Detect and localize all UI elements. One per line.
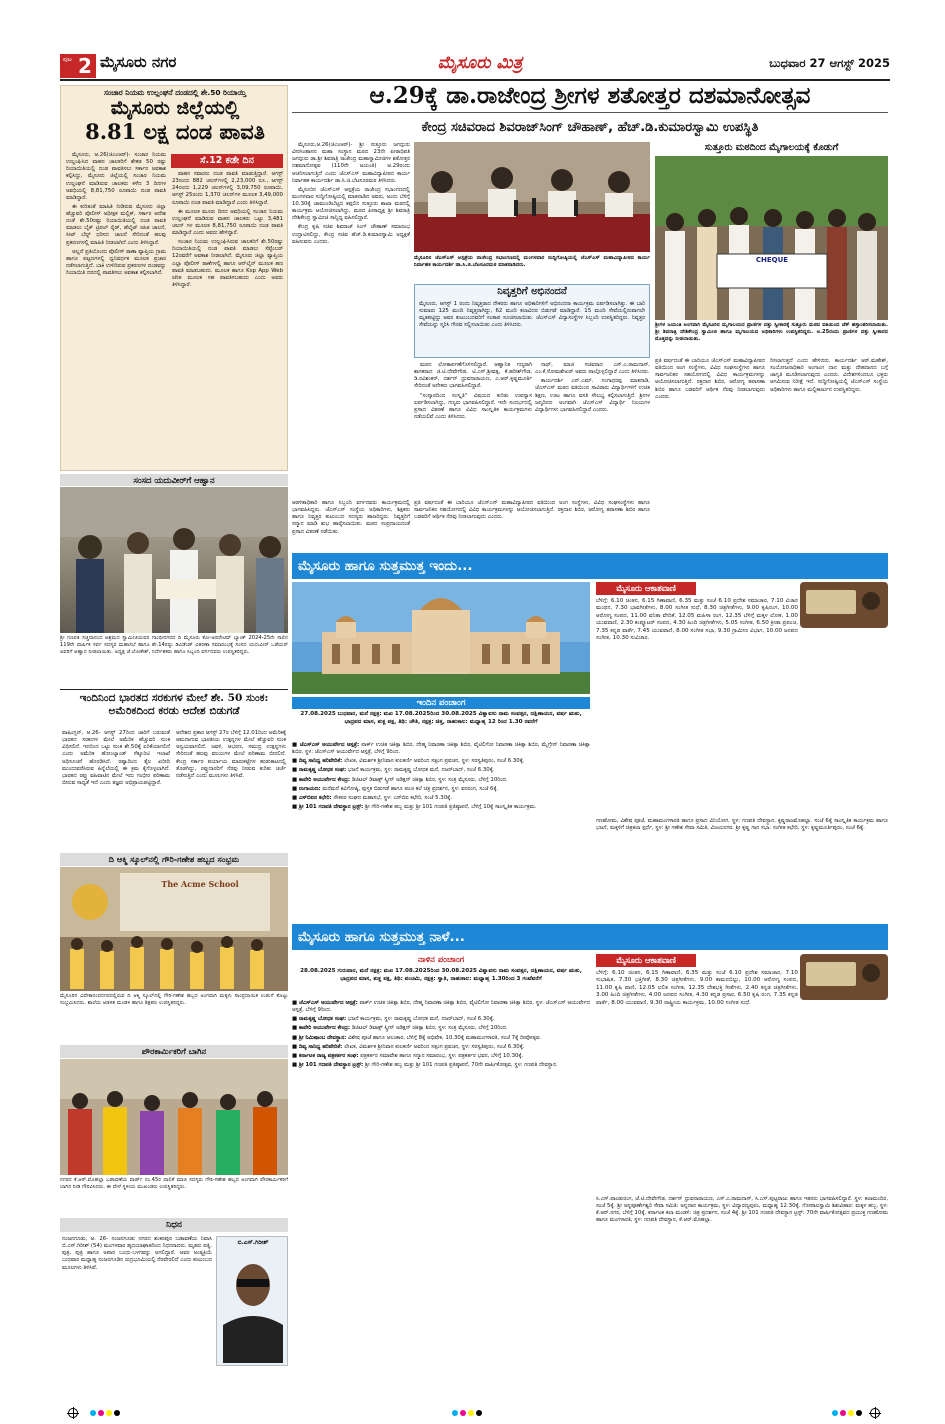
tomorrow-event-2-label: ರಾಮಕೃಷ್ಣ ಬೋಧಕ ಸಂಘ: (298, 1016, 347, 1023)
fine-story-kicker: ಸಂಚಾರ ನಿಯಮ ಉಲ್ಲಂಘನೆ ದಂಡದಲ್ಲಿ ಶೇ.50 ರಿಯಾಯ್ತಿ (103, 88, 247, 97)
tomorrow-event-3: ■ ಕಾವೇರಿ ಆಯುರ್ವೇದ ಕೇಂದ್ರ: ಡಿಜಿಟಲ್ ಡಿಟಾಕ್ಸ್ ಸ್ಕ್ರೀನ್ ಅಡಿಕ್ಷನ್ ಚಿಕಿತ್ಸಾ ಶಿಬಿರ, ಸ್ಥಳ: ಸಂತ್ರ ಮೈಸೂರು, ಬೆಳಿಗ್ಗೆ 10ರಿಂದ. (292, 1025, 508, 1032)
lead-photo-press-meet (414, 142, 650, 252)
workers-caption: ನಗರದ ಕೆ.ಆರ್.ಮೊಹಲ್ಲಾ ಬಡಾವಣೆಯ ವಾರ್ಡ್ ನಂ.45ರ ಪಾಲಿಕೆ ಮಾಜಿ ಸದಸ್ಯರು ಗೌರಿ-ಗಣೇಶ ಹಬ್ಬದ ಅಂಗವಾಗಿ ಪೌರಕಾರ್ಮಿಕರಿಗೆ ಬಾಗಿನ ನೀಡಿ ಗೌರವಿಸಿದರು. ಈ ವೇಳೆ ಸ್ಥಳೀಯ ಮುಖಂಡರು ಉಪಸ್ಥಿತರಿದ್ದರು. (60, 1177, 288, 1190)
fine-story-col-2 (172, 171, 283, 467)
tomorrow-event-4-label: ಶ್ರೀ ನಿಮಿಷಾಂಬ ದೇವಸ್ಥಾನ: (298, 1034, 347, 1041)
today-event-4-label: ಕಾವೇರಿ ಆಯುರ್ವೇದ ಕೇಂದ್ರ: (298, 776, 350, 783)
obituary-portrait (223, 1251, 283, 1363)
today-events (292, 742, 590, 920)
lead-para-1: ಮೈಸೂರು,ಆ.26(ಜಿಎಂಆರ್)- ಶ್ರೀ ಸುತ್ತೂರು ಜಗದ್ಗುರು ವೀರಸಿಂಹಾಸನ ಮಹಾ ಸಂಸ್ಥಾನ ಮಠದ 23ನೇ ಪೀಠಾಧಿಪತಿ ಜಗದ್ಗುರು ಡಾ.ಶ್ರೀ ಶಿವರಾತ್ರಿ ರಾಜೇಂದ್ರ ಮಹಾಸ್ವಾಮೀಜಿಗಳ ಶತೋತ್ತರ ದಶಮಾನೋತ್ಸವ (110ನೇ ಜಯಂತಿ) ಆ.29ರಂದು ಆಚರಿಸಲಾಗುತ್ತಿದೆ ಎಂದು ಜೆಎಸ್‌ಎಸ್ ಮಹಾವಿದ್ಯಾಪೀಠದ ಕಾರ್ಯ ನಿರ್ವಾಹಕ ಕಾರ್ಯದರ್ಶಿ ಡಾ.ಸಿ.ಜಿ.ಬೆಟಸೂರಮಠ ತಿಳಿಸಿದರು. (292, 142, 410, 184)
tomorrow-event-4-text: ವಿಶೇಷ ಪೂಜೆ ಹಾಗೂ ಅಲಂಕಾರ, ಬೆಳಿಗ್ಗೆ 8ಕ್ಕೆ ಅಭಿಷೇಕ, 10.30ಕ್ಕೆ ಮಹಾಮಂಗಳಾರತಿ, ಸಂಜೆ 7ಕ್ಕೆ ದೀಪೋತ್ಸವ. (347, 1034, 542, 1041)
today-event-3-text: ಭಜನೆ ಕಾರ್ಯಕ್ರಮ, ಸ್ಥಳ: ರಾಮಕೃಷ್ಣ ಬೋಧಕ ಮನೆ, ನಜರ್‌ಬಾದ್, ಸಂಜೆ 6.30ಕ್ಕೆ. (347, 767, 495, 774)
suttur-caption: ಶ್ರೀಗಳ ಜಯಂತಿ ಅಂಗವಾಗಿ ಮೈಸೂರಿನ ಮೃಗಾಲಯದ ಪ್ರಾಣಿಗಳ ದತ್ತು ಸ್ವೀಕಾರಕ್ಕೆ ಸುತ್ತೂರು ಮಠದ ವತಿಯಿಂದ ಚೆಕ್ ಹಸ್ತಾಂತರಿಸಲಾಯಿತು. ಶ್ರೀ ಶಿವರಾತ್ರಿ ದೇಶಿಕೇಂದ್ರ ಸ್ವಾಮೀಜಿ ಹಾಗೂ ಮೃಗಾಲಯದ ಅಧಿಕಾರಿಗಳು ಉಪಸ್ಥಿತರಿದ್ದರು. ಆ.25ರಂದು ಪ್ರಾಣಿಗಳ ದತ್ತು ಸ್ವೀಕಾರದ ಮೊತ್ತವನ್ನು ನೀಡಲಾಯಿತು. (655, 322, 888, 342)
today-event-5-label: ರಂಗಾಯಣ: (298, 785, 321, 792)
school-title: ದಿ ಆಕ್ಮಿ ಸ್ಕೂಲ್‌ನಲ್ಲಿ ಗೌರಿ-ಗಣೇಶ ಹಬ್ಬದ ಸಂಭ್ರಮ (60, 853, 288, 866)
lead-photo (414, 142, 650, 252)
today-panchanga-text: 27.08.2025 ಬುಧವಾರ, ಮನೆ ನಕ್ಷತ್ರ: ಮಖ 17.08.2025ರಿಂದ 30.08.2025 ವಿಶ್ವಾವಸು ನಾಮ ಸಂವತ್ಸರ, ದಕ್ಷಿಣಾಯನ, ವರ್ಷ ಋತು, ಭಾದ್ರಪದ ಮಾಸ, ಶುಕ್ಲ ಪಕ್ಷ, ತಿಥಿ: ಚೌತಿ, ನಕ್ಷತ್ರ: ಚಿತ್ತ, ರಾಹುಕಾಲ: ಮಧ್ಯಾಹ್ನ 12 ರಿಂದ 1.30 ರವರೆಗೆ (300, 711, 582, 725)
fine-story-headline-1: ಮೈಸೂರು ಜಿಲ್ಲೆಯಲ್ಲಿ (110, 97, 240, 119)
today-event-7-label: ಶ್ರೀ 101 ಗಣಪತಿ ದೇವಸ್ಥಾನ ಟ್ರಸ್ಟ್: (298, 803, 364, 810)
registration-mark-right (870, 1408, 880, 1418)
tomorrow-event-5-text: ಲೇಖಕ, ವಿಮರ್ಶಕ ಶ್ರೀನಿವಾಸ ಕುಲಕರ್ಣಿ ಅವರಿಂದ ಸತ್ಸಂಗ ಪ್ರವಚನ, ಸ್ಥಳ: ಸರಸ್ವತಿಪುರಂ, ಸಂಜೆ 6.30ಕ್ಕೆ. (344, 1043, 525, 1050)
today-radio-icon (800, 582, 888, 628)
tomorrow-event-2-text: ಭಜನೆ ಕಾರ್ಯಕ್ರಮ, ಸ್ಥಳ: ರಾಮಕೃಷ್ಣ ಬೋಧಕ ಮನೆ, ನಜರ್‌ಬಾದ್, ಸಂಜೆ 6.30ಕ್ಕೆ. (347, 1016, 495, 1023)
page-word: ಪುಟ (63, 56, 72, 63)
tomorrow-event-5: ■ ದಿವ್ಯ ಸಾನಿಧ್ಯ ಹರಿವೇದಿಕೆ: ಲೇಖಕ, ವಿಮರ್ಶಕ ಶ್ರೀನಿವಾಸ ಕುಲಕರ್ಣಿ ಅವರಿಂದ ಸತ್ಸಂಗ ಪ್ರವಚನ, ಸ್ಥಳ: ಸರಸ್ವತಿಪುರಂ, ಸಂಜೆ 6.30ಕ್ಕೆ. (292, 1043, 525, 1050)
lead-para-5: "ಸಂಸ್ಕಾರದಿಂದ ಸಂಸ್ಕೃತಿ" ವಿಷಯದ ಕುರಿತು ಉಪನ್ಯಾಸ ಏರ್ಪಡಿಸಲಾಗಿದ್ದು, ಗಣ್ಯರು ಭಾಗವಹಿಸಲಿದ್ದಾರೆ. ಇದೇ ಸಂದರ್ಭದಲ್ಲಿ ಪ್ರಸಾದ ವಿತರಣೆ ಹಾಗೂ ವಿವಿಧ ಸಾಂಸ್ಕೃತಿಕ ಕಾರ್ಯಕ್ರಮಗಳು ನಡೆಯಲಿವೆ ಎಂದು ತಿಳಿಸಿದರು. (414, 392, 532, 420)
tomorrow-event-3-text: ಡಿಜಿಟಲ್ ಡಿಟಾಕ್ಸ್ ಸ್ಕ್ರೀನ್ ಅಡಿಕ್ಷನ್ ಚಿಕಿತ್ಸಾ ಶಿಬಿರ, ಸ್ಥಳ: ಸಂತ್ರ ಮೈಸೂರು, ಬೆಳಿಗ್ಗೆ 10ರಿಂದ. (351, 1025, 508, 1032)
tomorrow-event-6: ■ ಕರ್ನಾಟಕ ರಾಜ್ಯ ಪತ್ರಕರ್ತರ ಸಂಘ: ಪತ್ರಕರ್ತರ ಸಮಾವೇಶ ಹಾಗೂ ಸನ್ಮಾನ ಸಮಾರಂಭ, ಸ್ಥಳ: ಪತ್ರಕರ್ತರ ಭವನ, ಬೆಳಿಗ್ಗೆ 10.30ಕ್ಕೆ. (292, 1052, 524, 1059)
today-radio-title: ಮೈಸೂರು ಆಕಾಶವಾಣಿ (596, 582, 696, 595)
obituary-photo-label: ಬಿ.ಎಸ್.ಗಿರೀಶ್ (237, 1239, 269, 1246)
section-name: ಮೈಸೂರು ನಗರ (100, 53, 177, 71)
tomorrow-event-4: ■ ಶ್ರೀ ನಿಮಿಷಾಂಬ ದೇವಸ್ಥಾನ: ವಿಶೇಷ ಪೂಜೆ ಹಾಗೂ ಅಲಂಕಾರ, ಬೆಳಿಗ್ಗೆ 8ಕ್ಕೆ ಅಭಿಷೇಕ, 10.30ಕ್ಕೆ ಮಹಾಮಂಗಳಾರತಿ, ಸಂಜೆ 7ಕ್ಕೆ ದೀಪೋತ್ಸವ. (292, 1034, 542, 1041)
today-event-4: ■ ಕಾವೇರಿ ಆಯುರ್ವೇದ ಕೇಂದ್ರ: ಡಿಜಿಟಲ್ ಡಿಟಾಕ್ಸ್ ಸ್ಕ್ರೀನ್ ಅಡಿಕ್ಷನ್ ಚಿಕಿತ್ಸಾ ಶಿಬಿರ, ಸ್ಥಳ: ಸಂತ್ರ ಮೈಸೂರು, ಬೆಳಿಗ್ಗೆ 10ರಿಂದ. (292, 776, 508, 783)
suttur-cheque-label: CHEQUE (755, 256, 789, 264)
today-event-1: ■ ಜೆಎಸ್‌ಎಸ್ ಆಯುರ್ವೇದ ಆಸ್ಪತ್ರೆ: ಪಾರ್ಕ್ ಉಚಿತ ಚಿಕಿತ್ಸಾ ಶಿಬಿರ, ದೇಹ್ಮ ನಿವಾರಣಾ ಚಿಕಿತ್ಸಾ ಶಿಬಿರ, ವೈಟಿಲಿಗೋ ನಿವಾರಣಾ ಚಿಕಿತ್ಸಾ ಶಿಬಿರ, ಮೈಗ್ರೇನ್ ನಿವಾರಣಾ ಚಿಕಿತ್ಸಾ ಶಿಬಿರ, ಸ್ಥಳ: ಜೆಎಸ್‌ಎಸ್ ಆಯುರ್ವೇದ ಆಸ್ಪತ್ರೆ, ಬೆಳಿಗ್ಗೆ 9ರಿಂದ. (292, 742, 590, 756)
suttur-photo (655, 156, 888, 320)
today-event-3-label: ರಾಮಕೃಷ್ಣ ಬೋಧಕ ಸಂಘ: (298, 767, 347, 774)
today-event-7-text: ಶ್ರೀ ಗೌರಿ-ಗಣೇಶ ಹಬ್ಬ ಮತ್ತು ಶ್ರೀ 101 ಗಣಪತಿ ಪ್ರತಿಷ್ಠಾಪನೆ, ಬೆಳಿಗ್ಗೆ 10ಕ್ಕೆ ಸಾಂಸ್ಕೃತಿಕ ಕಾರ್ಯಕ್ರಮ. (365, 803, 537, 810)
today-event-7: ■ ಶ್ರೀ 101 ಗಣಪತಿ ದೇವಸ್ಥಾನ ಟ್ರಸ್ಟ್: ಶ್ರೀ ಗೌರಿ-ಗಣೇಶ ಹಬ್ಬ ಮತ್ತು ಶ್ರೀ 101 ಗಣಪತಿ ಪ್ರತಿಷ್ಠಾಪನೆ, ಬೆಳಿಗ್ಗೆ 10ಕ್ಕೆ ಸಾಂಸ್ಕೃತಿಕ ಕಾರ್ಯಕ್ರಮ. (292, 803, 537, 810)
today-panchanga-title: ಇಂದಿನ ಪಂಚಾಂಗ (292, 697, 590, 709)
palace-illustration (292, 582, 590, 694)
fine-sidebar-title: ಸೆ.12 ಕಡೇ ದಿನ (171, 154, 283, 168)
tomorrow-event-3-label: ಕಾವೇರಿ ಆಯುರ್ವೇದ ಕೇಂದ್ರ: (298, 1025, 350, 1032)
masthead-rule (60, 79, 890, 81)
tomorrow-radio-icon (800, 954, 888, 1000)
suttur-photo-scene (655, 156, 888, 320)
fine-para-2: ಈ ಕುರಿತಂತೆ ಮಾಹಿತಿ ನೀಡಿರುವ ಮೈಸೂರು ಜಿಲ್ಲಾ ಹೆಚ್ಚುವರಿ ಪೊಲೀಸ್ ಅಧೀಕ್ಷಕ ಮಲ್ಲಿಕ್, ಸರ್ಕಾರ ಆದೇಶ ದಂತೆ ಶೇ.50ರಷ್ಟು ರಿಯಾಯಿತಿಯಲ್ಲಿ ದಂಡ ಪಾವತಿ ಮಾಡಲು ಬೈಕ್ ಟ್ರಿಪಲ್ ರೈಡ್, ಹೆಲ್ಮೆಟ್ ರಹಿತ ಚಾಲನೆ, ಸೀಟ್ ಬೆಲ್ಟ್ ಧರಿಸದ ಚಾಲನೆ ಸೇರಿದಂತೆ ಹಲವು ಪ್ರಕರಣಗಳಲ್ಲಿ ಮಾಹಿತಿ ನೀಡಲಾಗಿದೆ ಎಂದು ತಿಳಿಸಿದ್ದಾರೆ. (66, 203, 166, 246)
retire-title: ನಿವೃತ್ತರಿಗೆ ಅಭಿನಂದನೆ (497, 286, 567, 297)
retire-box (414, 284, 650, 358)
color-dots-left (90, 1410, 122, 1419)
lead-para-4: ಮಠದ ಲೋಕಾರ್ಪಣೆಗೊಳಿಸಲಿದ್ದಾರೆ. ಆಹ್ವಾನಿತ ಗಣ್ಯರಾಗಿ ಶಾಸಕರಾದ ಜಿ.ಟಿ.ದೇವೇಗೌಡ, ಟಿ.ಎಸ್.ಶ್ರೀವತ್ಸ, ಕೆ.ಹರೀಶ್‌ಗೌಡ, ಡಿ.ರವಿಶಂಕರ್, ದರ್ಶನ್ ಧ್ರುವನಾರಾಯಣ, ಎ.ಆರ್.ಕೃಷ್ಣಮೂರ್ತಿ ಸೇರಿದಂತೆ ಅನೇಕರು ಭಾಗವಹಿಸಲಿದ್ದಾರೆ. (414, 362, 532, 390)
tomorrow-event-6-label: ಕರ್ನಾಟಕ ರಾಜ್ಯ ಪತ್ರಕರ್ತರ ಸಂಘ: (298, 1052, 359, 1059)
workers-photo-scene (60, 1059, 288, 1175)
tomorrow-event-2: ■ ರಾಮಕೃಷ್ಣ ಬೋಧಕ ಸಂಘ: ಭಜನೆ ಕಾರ್ಯಕ್ರಮ, ಸ್ಥಳ: ರಾಮಕೃಷ್ಣ ಬೋಧಕ ಮನೆ, ನಜರ್‌ಬಾದ್, ಸಂಜೆ 6.30ಕ್ಕೆ. (292, 1016, 495, 1023)
tomorrow-event-7-label: ಶ್ರೀ 101 ಗಣಪತಿ ದೇವಸ್ಥಾನ ಟ್ರಸ್ಟ್: (298, 1061, 364, 1068)
tomorrow-cont-text: ಸಿ.ಎಸ್.ಪಾಂಡುರಂಗ, ಜೆ.ಟಿ.ದೇವೇಗೌಡ, ದರ್ಶನ್ ಧ್ರುವನಾರಾಯಣ, ಎಸ್.ಎ.ರಾಮದಾಸ್, ಸಿ.ಎಸ್.ಪುಟ್ಟರಾಜು ಹಾಗೂ ಇತರರು ಭಾಗವಹಿಸಲಿದ್ದಾರೆ. ಸ್ಥಳ: ಕಲಾಮಂದಿರ, ಸಂಜೆ 5ಕ್ಕೆ. ಶ್ರೀ ಅನ್ನಪೂರ್ಣೇಶ್ವರಿ ಸೇವಾ ಸಮಿತಿ: ಅನ್ನದಾನ ಕಾರ್ಯಕ್ರಮ, ಸ್ಥಳ: ವಿದ್ಯಾರಣ್ಯಪುರಂ, ಮಧ್ಯಾಹ್ನ 12.30ಕ್ಕೆ. ಗೋಪಾಲಸ್ವಾಮಿ ಶಿಶುವಿಹಾರ: ಮಕ್ಕಳ ಹಬ್ಬ, ಸ್ಥಳ: ಕೆ.ಆರ್.ನಗರ, ಬೆಳಿಗ್ಗೆ 10ಕ್ಕೆ. ಕರ್ನಾಟಕ ಕಲಾ ಮಂಡಳಿ: ಚಿತ್ರ ಪ್ರದರ್ಶನ, ಸಂಜೆ 4ಕ್ಕೆ. ಶ್ರೀ 101 ಗಣಪತಿ ದೇವಸ್ಥಾನ ಟ್ರಸ್ಟ್: 70ನೇ ವಾರ್ಷಿಕೋತ್ಸವದ ಪ್ರಯುಕ್ತ ಗಣಹೋಮ ಹಾಗೂ ಮಂಗಳಾರತಿ, ಸ್ಥಳ: ಗಣಪತಿ ದೇವಸ್ಥಾನ, ಕೆ.ಆರ್.ಮೊಹಲ್ಲಾ. (596, 1196, 888, 1224)
today-event-2-label: ದಿವ್ಯ ಸಾನಿಧ್ಯ ಹರಿವೇದಿಕೆ: (298, 758, 343, 765)
tariff-rule (60, 689, 288, 690)
today-band: ಮೈಸೂರು ಹಾಗೂ ಸುತ್ತಮುತ್ತ ಇಂದು... (292, 553, 888, 579)
lead-photo-caption: ಮೈಸೂರಿನ ಜೆಎಸ್‌ಎಸ್ ಆಸ್ಪತ್ರೆಯ ರಾಜೇಂದ್ರ ಸಭಾಂಗಣದಲ್ಲಿ ಮಂಗಳವಾರ ಸುದ್ದಿಗೋಷ್ಠಿಯಲ್ಲಿ ಜೆಎಸ್‌ಎಸ್ ಮಹಾವಿದ್ಯಾಪೀಠದ ಕಾರ್ಯ ನಿರ್ವಾಹಕ ಕಾರ್ಯದರ್ಶಿ ಡಾ.ಸಿ.ಜಿ.ಬೆಟಸೂರಮಠ ಮಾತನಾಡಿದರು. (414, 255, 650, 268)
today-event-4-text: ಡಿಜಿಟಲ್ ಡಿಟಾಕ್ಸ್ ಸ್ಕ್ರೀನ್ ಅಡಿಕ್ಷನ್ ಚಿಕಿತ್ಸಾ ಶಿಬಿರ, ಸ್ಥಳ: ಸಂತ್ರ ಮೈಸೂರು, ಬೆಳಿಗ್ಗೆ 10ರಿಂದ. (351, 776, 508, 783)
tomorrow-event-7: ■ ಶ್ರೀ 101 ಗಣಪತಿ ದೇವಸ್ಥಾನ ಟ್ರಸ್ಟ್: ಶ್ರೀ ಗೌರಿ-ಗಣೇಶ ಹಬ್ಬ ಮತ್ತು ಶ್ರೀ 101 ಗಣಪತಿ ಪ್ರತಿಷ್ಠಾಪನೆ, 70ನೇ ವಾರ್ಷಿಕೋತ್ಸವ, ಸ್ಥಳ: ಗಣಪತಿ ದೇವಸ್ಥಾನ. (292, 1061, 558, 1068)
obituary-title: ನಿಧನ (60, 1218, 288, 1232)
school-photo (60, 867, 288, 991)
today-event-2: ■ ದಿವ್ಯ ಸಾನಿಧ್ಯ ಹರಿವೇದಿಕೆ: ಲೇಖಕ, ವಿಮರ್ಶಕ ಶ್ರೀನಿವಾಸ ಕುಲಕರ್ಣಿ ಅವರಿಂದ ಸತ್ಸಂಗ ಪ್ರವಚನ, ಸ್ಥಳ: ಸರಸ್ವತಿಪುರಂ, ಸಂಜೆ 6.30ಕ್ಕೆ. (292, 758, 525, 765)
retire-text: ಮೈಸೂರು, ಆಗಸ್ಟ್ 1 ರಂದು ನಿವೃತ್ತರಾದ ನೌಕರರು ಹಾಗೂ ಅಧಿಕಾರಿಗಳಿಗೆ ಅಭಿನಂದನಾ ಕಾರ್ಯಕ್ರಮ ಏರ್ಪಡಿಸಲಾಗಿತ್ತು. ಈ ಬಾರಿ ಸುಮಾರು 125 ಮಂದಿ ನಿವೃತ್ತರಾಗಿದ್ದು, 62 ಮಂದಿ ಕಲಾವಿದರ ಬಿಡುಗಡೆ ಮಾಡಿದ್ದಾರೆ. 15 ಮಂದಿ ಸೇವೆಯಲ್ಲಿರುವಾಗಲೇ ಮೃತಪಟ್ಟಿದ್ದು ಅವರ ಕುಟುಂಬದವರಿಗೆ ಸಂತಾಪ ಸೂಚಿಸಲಾಯಿತು. ಜೆಎಸ್‌ಎಸ್ ವಿದ್ಯಾಸಂಸ್ಥೆಗಳ ಸಿಬ್ಬಂದಿ ಉಪಸ್ಥಿತರಿದ್ದರು. ನಿವೃತ್ತರ ಸೇವೆಯನ್ನು ಸ್ಮರಿಸಿ ಗೌರವ ಸಲ್ಲಿಸಲಾಯಿತು ಎಂದು ತಿಳಿಸಿದರು. (419, 301, 645, 329)
obituary-text: ನಂಜನಗೂಡು, ಆ. 26- ನಂಜನಗೂಡು ನಗರದ ಶಂಕರಪುರ ಬಡಾವಣೆಯ ನಿವಾಸಿ ಬಿ.ಎಸ್.ಗಿರೀಶ್ (54) ಮಂಗಳವಾರ ಹೃದಯಾಘಾತದಿಂದ ನಿಧನರಾದರು. ಮೃತರು ಪತ್ನಿ, ಪುತ್ರ, ಪುತ್ರಿ ಹಾಗೂ ಅಪಾರ ಬಂಧು-ಬಳಗವನ್ನು ಅಗಲಿದ್ದಾರೆ. ಅವರ ಅಂತ್ಯಕ್ರಿಯೆ ಬುಧವಾರ ಮಧ್ಯಾಹ್ನ ನಂಜನಗೂಡಿನ ರುದ್ರಭೂಮಿಯಲ್ಲಿ ನೆರವೇರಲಿದೆ ಎಂದು ಕುಟುಂಬದ ಮೂಲಗಳು ತಿಳಿಸಿವೆ. (62, 1236, 212, 1271)
mp-award-title: ಸಂಸದ ಯದುವೀರ್‌ಗೆ ಆಹ್ವಾನ (60, 474, 288, 486)
tariff-col-2: ಆದೇಶದ ಪ್ರಕಾರ ಆಗಸ್ಟ್ 27ರ ಬೆಳಿಗ್ಗೆ 12.01ರಿಂದ ಅಮೆರಿಕಕ್ಕೆ ಆಮದಾಗುವ ಭಾರತೀಯ ಉತ್ಪನ್ನಗಳ ಮೇಲೆ ಹೆಚ್ಚುವರಿ ಸುಂಕ ಅನ್ವಯವಾಗಲಿದೆ. ಜವಳಿ, ಆಭರಣ, ಸಮುದ್ರ ಉತ್ಪನ್ನಗಳು ಸೇರಿದಂತೆ ಹಲವು ವಲಯಗಳ ಮೇಲೆ ಪರಿಣಾಮ ಬೀರಲಿದೆ. ಕೇಂದ್ರ ಸರ್ಕಾರ ಪರ್ಯಾಯ ಮಾರುಕಟ್ಟೆಗಳ ಹುಡುಕಾಟದಲ್ಲಿ ತೊಡಗಿದ್ದು, ರಫ್ತುದಾರರಿಗೆ ನೆರವು ನೀಡುವ ಕುರಿತು ಚರ್ಚೆ ನಡೆಸುತ್ತಿದೆ ಎಂದು ಮೂಲಗಳು ತಿಳಿಸಿವೆ. (176, 730, 286, 779)
school-caption: ಮೈಸೂರಿನ ವಿವೇಕಾನಂದನಗರದಲ್ಲಿರುವ ದಿ ಆಕ್ಮಿ ಸ್ಕೂಲ್‌ನಲ್ಲಿ ಗೌರಿ-ಗಣೇಶ ಹಬ್ಬದ ಅಂಗವಾಗಿ ಮಕ್ಕಳು ಸಾಂಪ್ರದಾಯಿಕ ಉಡುಗೆ ತೊಟ್ಟು ಸಂಭ್ರಮಿಸಿದರು. ಶಾಲೆಯ ಆಡಳಿತ ಮಂಡಳಿ ಹಾಗೂ ಶಿಕ್ಷಕರು ಉಪಸ್ಥಿತರಿದ್ದರು. (60, 993, 288, 1006)
lead-para-6: ನಾಥ್, ಮಾಜಿ ಸಚಿವರಾದ ಎಸ್.ಎ.ರಾಮದಾಸ್, ಎಂ.ಕೆ.ಸೋಮಶೇಖರ್ ಅವರು ಪಾಲ್ಗೊಳ್ಳಲಿದ್ದಾರೆ ಎಂದು ತಿಳಿಸಿದರು. (535, 362, 650, 376)
today-event-2-text: ಲೇಖಕ, ವಿಮರ್ಶಕ ಶ್ರೀನಿವಾಸ ಕುಲಕರ್ಣಿ ಅವರಿಂದ ಸತ್ಸಂಗ ಪ್ರವಚನ, ಸ್ಥಳ: ಸರಸ್ವತಿಪುರಂ, ಸಂಜೆ 6.30ಕ್ಕೆ. (344, 758, 525, 765)
school-sign: The Acme School (161, 879, 239, 889)
retire-cont-3: ರಿಸಲಾಗುತ್ತದೆ ಎಂದು ಹೇಳಿದರು. ಕಾರ್ಯದರ್ಶಿ ಆರ್.ಮಹೇಶ್, ಸಂಯೋಜನಾಧಿಕಾರಿ ಅಂಗಾಂಗ ದಾನ ಮತ್ತು ದೇಹದಾನದ ಬಗ್ಗೆ ಜಾಗೃತಿ ಮೂಡಿಸಲಾಗುವುದು ಎಂದರು. ವಿದೇಶಗಳಿಂದಲೂ ಭಕ್ತರು ಆಗಮಿಸುವ ನಿರೀಕ್ಷೆ ಇದೆ. ಸುದ್ದಿಗೋಷ್ಠಿಯಲ್ಲಿ ಜೆಎಸ್‌ಎಸ್ ಸಂಸ್ಥೆಯ ಅಧಿಕಾರಿಗಳು ಹಾಗೂ ಮಲ್ಲಿಕಾರ್ಜುನ ಉಪಸ್ಥಿತರಿದ್ದರು. (770, 358, 888, 393)
palace-photo (292, 582, 590, 694)
today-event-1-label: ಜೆಎಸ್‌ಎಸ್ ಆಯುರ್ವೇದ ಆಸ್ಪತ್ರೆ: (299, 742, 360, 748)
fine-para-4: ವಾಹನ ಸವಾರರು ದಂಡ ಪಾವತಿ ಮಾಡುತ್ತಿದ್ದಾರೆ. ಆಗಸ್ಟ್ 23ರಂದು 882 ಚಲನ್‌ಗಳಲ್ಲಿ 2,23,000 ರೂ., ಆಗಸ್ಟ್ 24ರಂದು 1,229 ಚಲನ್‌ಗಳಲ್ಲಿ 3,09,750 ರೂಪಾಯಿ, ಆಗಸ್ಟ್ 25ರಂದು 1,370 ಚಲನ್‌ಗಳ ಮೂಲಕ 3,49,000 ರೂಪಾಯಿ ದಂಡ ಪಾವತಿ ಮಾಡಿದ್ದಾರೆ ಎಂದು ತಿಳಿಸಿದ್ದಾರೆ. (172, 171, 283, 206)
tomorrow-band: ಮೈಸೂರು ಹಾಗೂ ಸುತ್ತಮುತ್ತ ನಾಳೆ... (292, 924, 888, 950)
tomorrow-event-1-label: ಜೆಎಸ್‌ಎಸ್ ಆಯುರ್ವೇದ ಆಸ್ಪತ್ರೆ: (299, 1000, 358, 1006)
fine-story-box (60, 85, 288, 471)
workers-photo (60, 1059, 288, 1175)
fine-story-headline-2: 8.81 ಲಕ್ಷ ದಂಡ ಪಾವತಿ (85, 119, 265, 144)
today-event-6: ■ ಎಸ್‌ಬಿಐನ ಕಛೇರಿ: ನೌಕರರ ಸಂಘದ ಮಹಾಸಭೆ, ಸ್ಥಳ: ಎಸ್‌ಬಿಐ ಕಛೇರಿ, ಸಂಜೆ 5.30ಕ್ಕೆ. (292, 794, 453, 801)
paper-name: ಮೈಸೂರು ಮಿತ್ರ (437, 53, 523, 73)
today-event-6-text: ನೌಕರರ ಸಂಘದ ಮಹಾಸಭೆ, ಸ್ಥಳ: ಎಸ್‌ಬಿಐ ಕಛೇರಿ, ಸಂಜೆ 5.30ಕ್ಕೆ. (333, 794, 453, 801)
today-event-3: ■ ರಾಮಕೃಷ್ಣ ಬೋಧಕ ಸಂಘ: ಭಜನೆ ಕಾರ್ಯಕ್ರಮ, ಸ್ಥಳ: ರಾಮಕೃಷ್ಣ ಬೋಧಕ ಮನೆ, ನಜರ್‌ಬಾದ್, ಸಂಜೆ 6.30ಕ್ಕೆ. (292, 767, 495, 774)
fine-para-5: ಈ ಮೂಲಕ ಮೂರು ದಿನದ ಅವಧಿಯಲ್ಲಿ ಸಂಚಾರ ನಿಯಮ ಉಲ್ಲಂಘನೆ ಮಾಡಿರುವ ವಾಹನ ಚಾಲಕರು ಒಟ್ಟು 3,481 ಚಲನ್ ಗಳ ಮೂಲಕ 8,81,750 ರೂಪಾಯಿ ದಂಡ ಪಾವತಿ ಮಾಡಿದ್ದಾರೆ ಎಂದು ಅವರು ಹೇಳಿದ್ದಾರೆ. (172, 208, 283, 236)
retire-cont-3a: ಪ್ರತಿ ವರ್ಷದಂತೆ ಈ ಬಾರಿಯೂ ಜೆಎಸ್‌ಎಸ್ ಮಹಾವಿದ್ಯಾಪೀಠದ ವತಿಯಿಂದ ಅಂಗ ಸಂಸ್ಥೆಗಳು, ವಿವಿಧ ಸಂಘಸಂಸ್ಥೆಗಳು ಹಾಗೂ ಸಾರ್ವಜನಿಕರ ಸಹಯೋಗದಲ್ಲಿ ವಿವಿಧ ಕಾರ್ಯಕ್ರಮಗಳನ್ನು ಆಯೋಜಿಸಲಾಗುತ್ತಿದೆ. ರಕ್ತದಾನ ಶಿಬಿರ, ಆರೋಗ್ಯ ತಪಾಸಣಾ ಶಿಬಿರ ಹಾಗೂ ಬಡವರಿಗೆ ಆರ್ಥಿಕ ನೆರವು ನೀಡಲಾಗುವುದು ಎಂದರು. (655, 358, 765, 400)
issue-date: ಬುಧವಾರ 27 ಆಗಸ್ಟ್ 2025 (769, 56, 890, 70)
tomorrow-radio-title: ಮೈಸೂರು ಆಕಾಶವಾಣಿ (596, 954, 696, 967)
today-event-6-label: ಎಸ್‌ಬಿಐನ ಕಛೇರಿ: (298, 794, 332, 801)
tomorrow-panchanga-text: 28.08.2025 ಗುರುವಾರ, ಮನೆ ನಕ್ಷತ್ರ: ಮಖ 17.08.2025ರಿಂದ 30.08.2025 ವಿಶ್ವಾವಸು ನಾಮ ಸಂವತ್ಸರ, ದಕ್ಷಿಣಾಯನ, ವರ್ಷ ಋತು, ಭಾದ್ರಪದ ಮಾಸ, ಶುಕ್ಲ ಪಕ್ಷ, ತಿಥಿ: ಪಂಚಮಿ, ನಕ್ಷತ್ರ: ಸ್ವಾತಿ, ರಾಹುಕಾಲ: ಮಧ್ಯಾಹ್ನ 1.30ರಿಂದ 3 ಗಂಟೆವರೆಗೆ (300, 968, 582, 982)
lead-subhead: ಕೇಂದ್ರ ಸಚಿವರಾದ ಶಿವರಾಜ್‌ಸಿಂಗ್ ಚೌಹಾಣ್, ಹೆಚ್.ಡಿ.ಕುಮಾರಸ್ವಾಮಿ ಉಪಸ್ಥಿತಿ (421, 120, 759, 135)
today-event-5: ■ ರಂಗಾಯಣ: ಮನೆಮನೆ ಕವಿಗೋಷ್ಠಿ, ಪುಸ್ತಕ ಬಿಡುಗಡೆ ಹಾಗೂ ಪಂಚ ಕಲೆ ಚಿತ್ರ ಪ್ರದರ್ಶನ, ಸ್ಥಳ: ವನರಂಗ, ಸಂಜೆ 6ಕ್ಕೆ. (292, 785, 499, 792)
lead-col-3 (535, 362, 650, 496)
retire-cont-1: ಆಡಳಿತಾಧಿಕಾರಿ ಹಾಗೂ ಸಿಬ್ಬಂದಿ ವರ್ಗದವರು ಕಾರ್ಯಕ್ರಮದಲ್ಲಿ ಭಾಗವಹಿಸಿದ್ದರು. ಜೆಎಸ್‌ಎಸ್ ಸಂಸ್ಥೆಯ ಅಧಿಕಾರಿಗಳು, ಶಿಕ್ಷಕರು ಹಾಗೂ ನಿವೃತ್ತರ ಕುಟುಂಬದ ಸದಸ್ಯರು ಹಾಜರಿದ್ದರು. ನಿವೃತ್ತರಿಗೆ ಸನ್ಮಾನ ಮಾಡಿ ಶುಭ ಹಾರೈಸಲಾಯಿತು. ಮಠದ ಸಂಪ್ರದಾಯದಂತೆ ಪ್ರಸಾದ ವಿತರಣೆ ನಡೆಯಿತು. (292, 500, 410, 535)
page-number: 2 (78, 54, 92, 78)
tomorrow-radio-text: ಬೆಳಿಗ್ಗೆ: 6.10 ಚಿಂತನ, 6.15 ಗಿಣಾವಾಣಿ, 6.35 ಮತ್ತು ಸಂಜೆ 6.10 ಪ್ರದೇಶ ಸಮಾಚಾರ, 7.10 ಸುಭಾಷಿತ, 7.30 ಭಕ್ತಿಗೀತೆ, 8.30 ಚಿತ್ರಗೀತೆಗಳು, 9.00 ಕಾಮನಬಿಲ್ಲು, 10.00 ಆರೋಗ್ಯ ಸಂಪದ, 11.00 ಕೃಷಿ ವಾಣಿ, 12.05 ಲಲಿತ ಸಂಗೀತ, 12.35 ದೇಶಭಕ್ತಿ ಗೀತೆಗಳು, 2.40 ಕನ್ನಡ ಚಿತ್ರಗೀತೆಗಳು, 3.00 ಹಿಂದಿ ಚಿತ್ರಗೀತೆಗಳು, 4.00 ಜನಪದ ಸಂಗೀತ, 4.30 ಕನ್ನಡ ಪ್ರಸಾರ, 6.50 ಕೃಷಿ ರಂಗ, 7.35 ಕನ್ನಡ ವಾರ್ತೆ, 8.00 ಯುವವಾಣಿ, 9.30 ರಾಷ್ಟ್ರೀಯ ಕಾರ್ಯಕ್ರಮ, 10.00 ಸಂಗೀತ ಸುಧೆ. (596, 970, 798, 1006)
suttur-title: ಸುತ್ತೂರು ಮಠದಿಂದ ಮೈಗಾಲಯಕ್ಕೆ ಕೊಡುಗೆ (704, 142, 839, 153)
tariff-col-1: ವಾಷಿಂಗ್ಟನ್, ಆ.26- ಆಗಸ್ಟ್ 27ರಿಂದ ಜಾರಿಗೆ ಬರುವಂತೆ ಭಾರತದ ಸರಕುಗಳ ಮೇಲೆ ಅಮೆರಿಕ ಹೆಚ್ಚುವರಿ ಸುಂಕ ವಿಧಿಸಲಿದೆ. ಇದರಿಂದ ಒಟ್ಟು ಸುಂಕ ಶೇ.50ಕ್ಕೆ ಏರಿಕೆಯಾಗಲಿದೆ ಎಂದು ಅಮೆರಿಕ ಹೋಂಲ್ಯಾಂಡ್ ಸೆಕ್ಯೂರಿಟಿ ಇಲಾಖೆ ಅಧಿಸೂಚನೆ ಹೊರಡಿಸಿದೆ. ರಷ್ಯಾದಿಂದ ತೈಲ ಖರೀದಿ ಮುಂದುವರೆಸಿರುವ ಹಿನ್ನೆಲೆಯಲ್ಲಿ ಈ ಕ್ರಮ ಕೈಗೊಳ್ಳಲಾಗಿದೆ. ಭಾರತದ ರಫ್ತು ವಹಿವಾಟಿನ ಮೇಲೆ ಇದು ಗಂಭೀರ ಪರಿಣಾಮ ಬೀರುವ ಸಾಧ್ಯತೆ ಇದೆ ಎಂದು ತಜ್ಞರು ಅಭಿಪ್ರಾಯಪಟ್ಟಿದ್ದಾರೆ. (62, 730, 170, 786)
tomorrow-panchanga-title: ನಾಳಿನ ಪಂಚಾಂಗ (417, 955, 465, 965)
tomorrow-event-7-text: ಶ್ರೀ ಗೌರಿ-ಗಣೇಶ ಹಬ್ಬ ಮತ್ತು ಶ್ರೀ 101 ಗಣಪತಿ ಪ್ರತಿಷ್ಠಾಪನೆ, 70ನೇ ವಾರ್ಷಿಕೋತ್ಸವ, ಸ್ಥಳ: ಗಣಪತಿ ದೇವಸ್ಥಾನ. (365, 1061, 558, 1068)
mp-award-photo (60, 487, 288, 633)
fine-para-3: ಅಲ್ಲದೆ ಪ್ರತಿಯೊಂದು ಪೊಲೀಸ್ ಠಾಣಾ ವ್ಯಾಪ್ತಿಯ ಗ್ರಾಮ ಹಾಗೂ ಪಟ್ಟಣಗಳಲ್ಲಿ ಧ್ವನಿವರ್ಧಕ ಮೂಲಕ ಪ್ರಚಾರ ನಡೆಸಲಾಗುತ್ತಿದೆ. ಬಾಕಿ ಉಳಿದಿರುವ ಪ್ರಕರಣಗಳ ದಂಡವನ್ನು ರಿಯಾಯಿತಿ ದರದಲ್ಲಿ ಪಾವತಿಸಲು ಅವಕಾಶ ಕಲ್ಪಿಸಲಾಗಿದೆ. (66, 248, 166, 276)
fine-para-6: ಸಂಚಾರ ನಿಯಮ ಉಲ್ಲಂಘಿಸಿರುವ ಚಾಲಕರಿಗೆ ಶೇ.50ರಷ್ಟು ರಿಯಾಯಿತಿಯಲ್ಲಿ ದಂಡ ಪಾವತಿ ಮಾಡಲು ಸೆಪ್ಟೆಂಬರ್ 12ರವರೆಗೆ ಅವಕಾಶ ನೀಡಲಾಗಿದೆ. ಮೈಸೂರು ಜಿಲ್ಲಾ ವ್ಯಾಪ್ತಿಯ ಎಲ್ಲಾ ಪೊಲೀಸ್ ಠಾಣೆಗಳಲ್ಲಿ ಹಾಗೂ ಆನ್‌ಲೈನ್ ಮೂಲಕ ಹಣ ಪಾವತಿ ಮಾಡಬಹುದು. ಮೂಲಕ ಹಾಗೂ Ksp App Web site ಮೂಲಕ ಸಹ ಪಾವತಿಸಬಹುದು ಎಂದು ಅವರು ತಿಳಿಸಿದ್ದಾರೆ. (172, 239, 283, 288)
lead-col-2 (414, 362, 532, 496)
today-event-5-text: ಮನೆಮನೆ ಕವಿಗೋಷ್ಠಿ, ಪುಸ್ತಕ ಬಿಡುಗಡೆ ಹಾಗೂ ಪಂಚ ಕಲೆ ಚಿತ್ರ ಪ್ರದರ್ಶನ, ಸ್ಥಳ: ವನರಂಗ, ಸಂಜೆ 6ಕ್ಕೆ. (322, 785, 499, 792)
color-dots-right (832, 1410, 864, 1419)
lead-col-1 (292, 142, 410, 496)
tomorrow-event-6-text: ಪತ್ರಕರ್ತರ ಸಮಾವೇಶ ಹಾಗೂ ಸನ್ಮಾನ ಸಮಾರಂಭ, ಸ್ಥಳ: ಪತ್ರಕರ್ತರ ಭವನ, ಬೆಳಿಗ್ಗೆ 10.30ಕ್ಕೆ. (360, 1052, 524, 1059)
today-event-1-text: ಪಾರ್ಕ್ ಉಚಿತ ಚಿಕಿತ್ಸಾ ಶಿಬಿರ, ದೇಹ್ಮ ನಿವಾರಣಾ ಚಿಕಿತ್ಸಾ ಶಿಬಿರ, ವೈಟಿಲಿಗೋ ನಿವಾರಣಾ ಚಿಕಿತ್ಸಾ ಶಿಬಿರ, ಮೈಗ್ರೇನ್ ನಿವಾರಣಾ ಚಿಕಿತ್ಸಾ ಶಿಬಿರ, ಸ್ಥಳ: ಜೆಎಸ್‌ಎಸ್ ಆಯುರ್ವೇದ ಆಸ್ಪತ್ರೆ, ಬೆಳಿಗ್ಗೆ 9ರಿಂದ. (292, 742, 590, 756)
retire-cont-2: ಪ್ರತಿ ವರ್ಷದಂತೆ ಈ ಬಾರಿಯೂ ಜೆಎಸ್‌ಎಸ್ ಮಹಾವಿದ್ಯಾಪೀಠದ ವತಿಯಿಂದ ಅಂಗ ಸಂಸ್ಥೆಗಳು, ವಿವಿಧ ಸಂಘಸಂಸ್ಥೆಗಳು ಹಾಗೂ ಸಾರ್ವಜನಿಕರ ಸಹಯೋಗದಲ್ಲಿ ವಿವಿಧ ಕಾರ್ಯಕ್ರಮಗಳನ್ನು ಆಯೋಜಿಸಲಾಗುತ್ತಿದೆ. ರಕ್ತದಾನ ಶಿಬಿರ, ಆರೋಗ್ಯ ತಪಾಸಣಾ ಶಿಬಿರ ಹಾಗೂ ಬಡವರಿಗೆ ಆರ್ಥಿಕ ನೆರವು ನೀಡಲಾಗುವುದು ಎಂದರು. (414, 500, 650, 521)
workers-title: ಪೌರಕಾರ್ಮಿಕರಿಗೆ ಬಾಗಿನ (60, 1045, 288, 1058)
color-dots-center (452, 1410, 484, 1419)
tomorrow-event-1-text: ಪಾರ್ಕ್ ಉಚಿತ ಚಿಕಿತ್ಸಾ ಶಿಬಿರ, ದೇಹ್ಮ ನಿವಾರಣಾ ಚಿಕಿತ್ಸಾ ಶಿಬಿರ, ವೈಟಿಲಿಗೋ ನಿವಾರಣಾ ಚಿಕಿತ್ಸಾ ಶಿಬಿರ, ಸ್ಥಳ: ಜೆಎಸ್‌ಎಸ್ ಆಯುರ್ವೇದ ಆಸ್ಪತ್ರೆ, ಬೆಳಿಗ್ಗೆ 9ರಿಂದ. (292, 1000, 590, 1014)
lead-headline: ಆ.29ಕ್ಕೆ ಡಾ.ರಾಜೇಂದ್ರ ಶ್ರೀಗಳ ಶತೋತ್ತರ ದಶಮಾನೋತ್ಸವ (292, 83, 888, 113)
tariff-headline: ಇಂದಿನಿಂದ ಭಾರತದ ಸರಕುಗಳ ಮೇಲೆ ಶೇ. 50 ಸುಂಕ: ಅಮೆರಿಕದಿಂದ ಕರಡು ಆದೇಶ ಬಿಡುಗಡೆ (79, 692, 269, 718)
tomorrow-events (292, 1000, 590, 1366)
fine-story-col-1 (66, 152, 166, 467)
today-radio-text: ಬೆಳಿಗ್ಗೆ: 6.10 ಚಿಂತನ, 6.15 ಗಿಣಾವಾಣಿ, 6.35 ಮತ್ತು ಸಂಜೆ 6.10 ಪ್ರದೇಶ ಸಮಾಚಾರ, 7.10 ವಿಚಾರ ಮಂಥನ, 7.30 ಭಾವಗೀತೆಗಳು, 8.00 ಸಂಗೀತ ಸುಧೆ, 8.30 ಚಿತ್ರಗೀತೆಗಳು, 9.00 ಕೃಷಿರಂಗ, 10.00 ಆರೋಗ್ಯ ಸಂಪದ, 11.00 ವನಿತಾ ವೇದಿಕೆ, 12.05 ಮಹಿಳಾ ರಂಗ, 12.35 ಬೆಳಿಗ್ಗೆ ಮಕ್ಕಳ ಲೋಕ, 1.00 ಯುವವಾಣಿ, 2.30 ಕಂಪ್ಯೂಟರ್ ಸಂಪದ, 4.30 ಹಿಂದಿ ಚಿತ್ರಗೀತೆಗಳು, 5.05 ಸಂಗೀತ, 6.50 ಕ್ರೀಡಾ ಪ್ರಪಂಚ, 7.35 ಕನ್ನಡ ವಾರ್ತೆ, 7.45 ಯುವವಾಣಿ, 8.00 ಸಂಗೀತ ಸಭಾ, 9.30 ಗ್ರಾಮೀಣ ವಿಭಾಗ, 10.00 ಜನಪದ ಸಂಗೀತ, 10.30 ಸುವಿಚಾರ. (596, 598, 798, 641)
mp-award-caption: ಶ್ರೀ ಗಣಪತಿ ಸಚ್ಚಿದಾನಂದ ಆಶ್ರಮದ ಸ್ವಾಮೀಜಿಯವರ ಗಾಂಧೀನಗರದ ದಿ ಮೈಸೂರು ಕೋ-ಆಪರೇಟಿವ್ ಬ್ಯಾಂಕ್ 2024-25ನೇ ಸಾಲಿನ 119ನೇ ವಾರ್ಷಿಕ ಸರ್ವ ಸದಸ್ಯರ ಮಹಾಸಭೆ ಹಾಗೂ ಶೇ.14ರಷ್ಟು ಡಿವಿಡೆಂಡ್ ವಿತರಣಾ ಸಮಾರಂಭಕ್ಕೆ ಸಂಸದ ಯದುವೀರ್ ಒಡೆಯರ್ ಅವರಿಗೆ ಆಹ್ವಾನ ನೀಡಲಾಯಿತು. ಅಧ್ಯಕ್ಷ ಜೆ.ಲೋಕೇಶ್, ನಿರ್ದೇಶಕರು ಹಾಗೂ ಸಿಬ್ಬಂದಿ ವರ್ಗದವರು ಉಪಸ್ಥಿತರಿದ್ದರು. (60, 635, 288, 655)
today-cont-text: ಗಣಹೋಮ, ವಿಶೇಷ ಪೂಜೆ, ಮಹಾಮಂಗಳಾರತಿ ಹಾಗೂ ಪ್ರಸಾದ ವಿನಿಯೋಗ, ಸ್ಥಳ: ಗಣಪತಿ ದೇವಸ್ಥಾನ, ಕೃಷ್ಣರಾಜಮೊಹಲ್ಲಾ. ಸಂಜೆ 6ಕ್ಕೆ ಸಾಂಸ್ಕೃತಿಕ ಕಾರ್ಯಕ್ರಮ ಹಾಗೂ ಭಜನೆ, ಮಕ್ಕಳಿಗೆ ಚಿತ್ರಕಲಾ ಸ್ಪರ್ಧೆ, ಸ್ಥಳ: ಶ್ರೀ ಗಣೇಶ ಸೇವಾ ಸಮಿತಿ, ವಿಜಯನಗರ. ಶ್ರೀ ಕೃಷ್ಣ ಗಾನ ಸಭಾ: ಸಂಗೀತ ಕಛೇರಿ, ಸ್ಥಳ: ಕೃಷ್ಣಮೂರ್ತಿಪುರಂ, ಸಂಜೆ 6ಕ್ಕೆ. (596, 818, 888, 832)
fine-para-1: ಮೈಸೂರು, ಆ.26(ಜಿಎಂಆರ್)- ಸಂಚಾರ ನಿಯಮ ಉಲ್ಲಂಘಿಸಿದ ವಾಹನ ಚಾಲಕರಿಗೆ ಶೇಕಡ 50 ರಷ್ಟು ರಿಯಾಯಿತಿಯಲ್ಲಿ ದಂಡ ಪಾವತಿಸಲು ಸರ್ಕಾರ ಅವಕಾಶ ಕಲ್ಪಿಸಿದ್ದು, ಮೈಸೂರು ಜಿಲ್ಲೆಯಲ್ಲಿ ಸಂಚಾರ ನಿಯಮ ಉಲ್ಲಂಘನೆ ಮಾಡಿರುವ ಚಾಲಕರು ಕಳೆದ 3 ದಿನಗಳ ಅವಧಿಯಲ್ಲಿ 8,81,750 ರೂಪಾಯಿ ದಂಡ ಪಾವತಿ ಮಾಡಿದ್ದಾರೆ. (66, 152, 166, 201)
mp-award-photo-figures (60, 487, 288, 633)
lead-para-2: ಮೈಸೂರಿನ ಜೆಎಸ್‌ಎಸ್ ಆಸ್ಪತ್ರೆಯ ರಾಜೇಂದ್ರ ಸಭಾಂಗಣದಲ್ಲಿ ಮಂಗಳವಾರ ಸುದ್ದಿಗೋಷ್ಠಿಯಲ್ಲಿ ಮಾತನಾಡಿದ ಅವರು, ಅಂದು ಬೆಳಿಗ್ಗೆ 10.30ಕ್ಕೆ ಚಾಮುಂಡಿಬೆಟ್ಟದ ತಪ್ಪಲಿನ ಸುತ್ತೂರು ಶಾಖಾ ಮಠದಲ್ಲಿ ಕಾರ್ಯಕ್ರಮ ಆಯೋಜಿಸಲಾಗಿದ್ದು, ಮಠದ ಪೀಠಾಧ್ಯಕ್ಷ ಶ್ರೀ ಶಿವರಾತ್ರಿ ದೇಶಿಕೇಂದ್ರ ಸ್ವಾಮೀಜಿ ಸಾನ್ನಿಧ್ಯ ವಹಿಸಲಿದ್ದಾರೆ. (292, 186, 410, 222)
lead-para-3: ಕೇಂದ್ರ ಕೃಷಿ ಸಚಿವ ಶಿವರಾಜ್ ಸಿಂಗ್ ಚೌಹಾಣ್ ಸಮಾರಂಭ ಉದ್ಘಾಟಿಸಲಿದ್ದು, ಕೇಂದ್ರ ಸಚಿವ ಹೆಚ್.ಡಿ.ಕುಮಾರಸ್ವಾಮಿ ಅಧ್ಯಕ್ಷತೆ ವಹಿಸುವರು ಎಂದರು. (292, 224, 410, 245)
lead-para-7: ಕಾರ್ಯದರ್ಶಿ ಎನ್.ಎಮ್. ಗಂಗಾಧರಪ್ಪ ಮಾತನಾಡಿ, ಜೆಎಸ್‌ಎಸ್ ಮಠದ ವತಿಯಿಂದ ಸಾವಿರಾರು ವಿದ್ಯಾರ್ಥಿಗಳಿಗೆ ಉಚಿತ ಶಿಕ್ಷಣ, ಊಟ ಹಾಗೂ ವಸತಿ ಸೌಲಭ್ಯ ಕಲ್ಪಿಸಲಾಗುತ್ತಿದೆ. ಶ್ರೀಗಳ ಜನ್ಮದಿನದ ಅಂಗವಾಗಿ ಜೆಎಸ್‌ಎಸ್ ವಿದ್ಯಾರ್ಥಿ ನಿಲಯಗಳ ವಿದ್ಯಾರ್ಥಿಗಳು ಭಾಗವಹಿಸಲಿದ್ದಾರೆ ಎಂದರು. (535, 378, 650, 413)
registration-mark-left (68, 1408, 78, 1418)
page-number-badge (60, 54, 96, 78)
tomorrow-event-1: ■ ಜೆಎಸ್‌ಎಸ್ ಆಯುರ್ವೇದ ಆಸ್ಪತ್ರೆ: ಪಾರ್ಕ್ ಉಚಿತ ಚಿಕಿತ್ಸಾ ಶಿಬಿರ, ದೇಹ್ಮ ನಿವಾರಣಾ ಚಿಕಿತ್ಸಾ ಶಿಬಿರ, ವೈಟಿಲಿಗೋ ನಿವಾರಣಾ ಚಿಕಿತ್ಸಾ ಶಿಬಿರ, ಸ್ಥಳ: ಜೆಎಸ್‌ಎಸ್ ಆಯುರ್ವೇದ ಆಸ್ಪತ್ರೆ, ಬೆಳಿಗ್ಗೆ 9ರಿಂದ. (292, 1000, 590, 1014)
tomorrow-event-5-label: ದಿವ್ಯ ಸಾನಿಧ್ಯ ಹರಿವೇದಿಕೆ: (298, 1043, 343, 1050)
obituary-photo (216, 1236, 288, 1366)
